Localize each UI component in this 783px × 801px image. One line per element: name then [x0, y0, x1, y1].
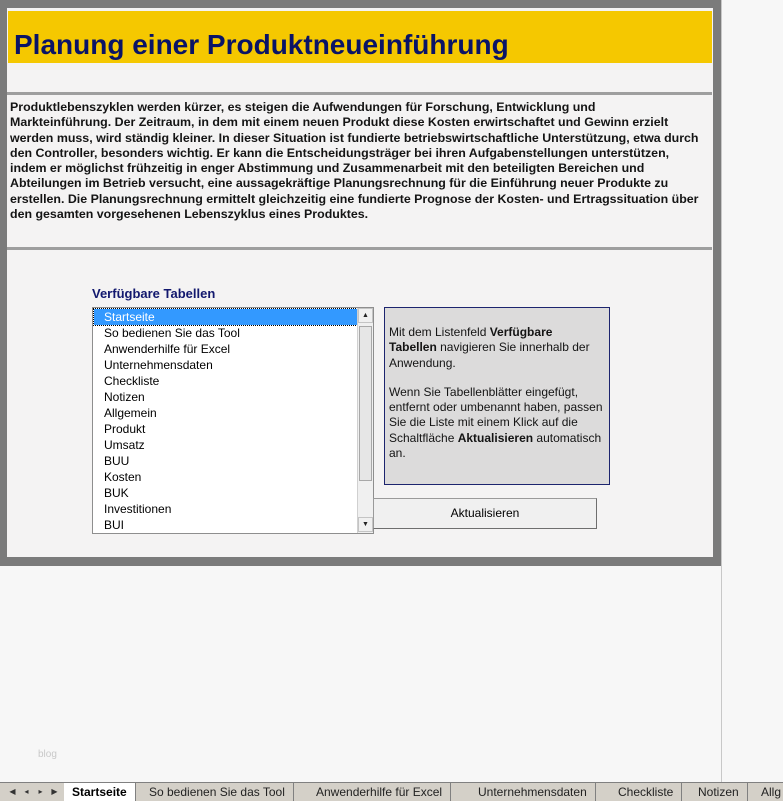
first-sheet-icon[interactable]: ◀ — [9, 787, 16, 796]
sheet-tab[interactable]: Startseite — [64, 783, 136, 801]
info-paragraph-1 — [389, 325, 603, 371]
info-text: navigieren Sie innerhalb der Anwendung. — [389, 340, 590, 370]
intro-text: Produktlebenszyklen werden kürzer, es steigen die Aufwendungen für Forschung, Entwicklung und Markteinführung. Der Zeitraum, in dem mit einem neuen Produkt diese Kosten erwirtschaftet und Gewinn erzielt werden muss, wird ständig kleiner. In dieser Situation ist fundierte betriebswirtschaftliche Unterstützung, etwa durch den Controller, besonders wichtig. Er kann die Entscheidungsträger bei ihren Aufgabenstellungen unterstützen, indem er möglichst frühzeitig in enger Abstimmung und Zusammenarbeit mit den beteiligten Bereichen und Abteilungen im Betrieb versucht, eine aussagekräftige Planungsrechnung für die Einführung neuer Produkte zu erstellen. Die Planungsrechnung ermittelt gleichzeitig eine fundierte Prognose der Kosten- und Ertragssituation über den gesamten vorgesehenen Lebenszyklus eines Produktes. — [10, 100, 699, 222]
list-item[interactable]: Investitionen — [104, 502, 172, 516]
list-item[interactable]: BUU — [104, 454, 130, 468]
update-button[interactable]: Aktualisieren — [373, 498, 597, 529]
sheet-tab[interactable]: Notizen — [690, 783, 748, 801]
sheet-tab[interactable]: So bedienen Sie das Tool — [141, 783, 294, 801]
list-item[interactable]: Allgemein — [104, 406, 157, 420]
info-text-bold: Aktualisieren — [457, 430, 534, 445]
prev-sheet-icon[interactable]: ◂ — [24, 787, 29, 796]
info-box — [384, 307, 610, 485]
list-item[interactable]: Anwenderhilfe für Excel — [104, 342, 231, 356]
list-item[interactable]: Startseite — [94, 309, 357, 325]
info-text-bold: Verfügbare Tabellen — [389, 325, 553, 355]
sheet-tab-bar — [0, 782, 783, 801]
list-heading: Verfügbare Tabellen — [92, 286, 216, 301]
info-paragraph-2 — [389, 385, 603, 461]
sheet-tab[interactable]: Checkliste — [610, 783, 682, 801]
info-text: Mit dem Listenfeld — [389, 325, 490, 339]
listbox-scrollbar[interactable] — [357, 308, 373, 533]
list-item[interactable]: Kosten — [104, 470, 142, 484]
scroll-down-icon[interactable]: ▼ — [358, 517, 373, 532]
list-item[interactable]: So bedienen Sie das Tool — [104, 326, 240, 340]
divider-top — [7, 92, 712, 95]
watermark: blog — [38, 749, 57, 760]
list-item[interactable]: Unternehmensdaten — [104, 358, 213, 372]
list-item[interactable]: Umsatz — [104, 438, 145, 452]
list-item[interactable]: Checkliste — [104, 374, 160, 388]
list-item[interactable]: Produkt — [104, 422, 146, 436]
divider-bottom — [7, 247, 712, 250]
sheet-tab[interactable]: Anwenderhilfe für Excel — [308, 783, 451, 801]
tables-listbox[interactable] — [92, 307, 374, 534]
sheet-tab[interactable]: Unternehmensdaten — [470, 783, 596, 801]
next-sheet-icon[interactable]: ▸ — [38, 787, 43, 796]
info-text: automatisch an. — [389, 430, 602, 461]
scroll-up-icon[interactable]: ▲ — [358, 308, 373, 323]
page-title: Planung einer Produktneueinführung — [14, 29, 509, 60]
sheet-grid-area — [721, 0, 783, 782]
info-text: Wenn Sie Tabellenblätter eingefügt, entfernt oder umbenannt haben, passen Sie die Liste mit einem Klick auf die Schaltfläche — [389, 384, 603, 445]
title-bar — [8, 11, 712, 63]
last-sheet-icon[interactable]: ▶ — [51, 787, 58, 796]
list-item[interactable]: BUI — [104, 518, 125, 532]
scroll-thumb[interactable] — [359, 326, 372, 481]
content-panel — [7, 8, 713, 557]
list-item[interactable]: Notizen — [104, 390, 145, 404]
list-item[interactable]: BUK — [104, 486, 129, 500]
sheet-tab[interactable]: Allg — [753, 783, 783, 801]
